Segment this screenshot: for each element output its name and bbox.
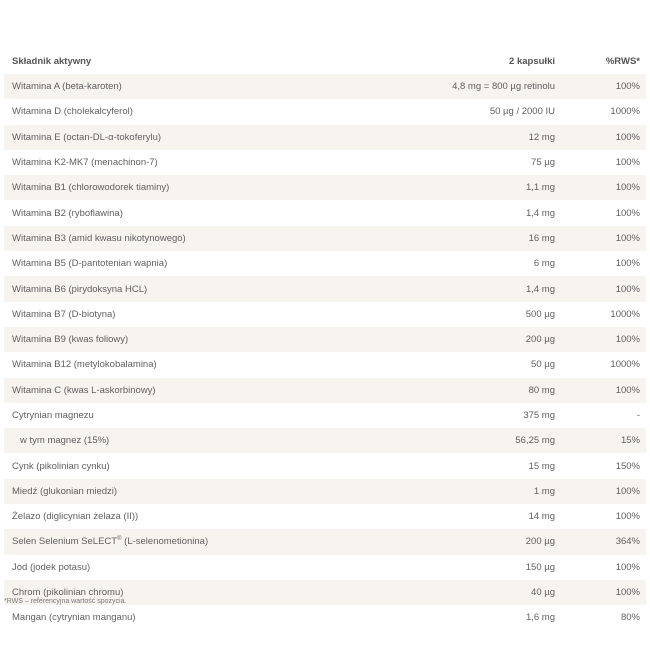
ingredient-rws: 364% xyxy=(559,529,646,554)
table-header xyxy=(4,48,646,74)
ingredient-name: Miedź (glukonian miedzi) xyxy=(4,479,416,504)
ingredient-rws: 100% xyxy=(559,125,646,150)
table-row xyxy=(4,504,646,529)
ingredient-rws: 100% xyxy=(559,378,646,403)
ingredient-dose: 375 mg xyxy=(416,403,559,428)
ingredient-dose: 50 µg / 2000 IU xyxy=(416,99,559,124)
nutrition-table-container xyxy=(4,48,646,631)
ingredient-dose: 200 µg xyxy=(416,529,559,554)
table-row xyxy=(4,276,646,301)
ingredient-dose: 16 mg xyxy=(416,226,559,251)
table-row xyxy=(4,453,646,478)
ingredient-name: Witamina C (kwas L-askorbinowy) xyxy=(4,378,416,403)
nutrition-table xyxy=(4,48,646,631)
ingredient-dose: 80 mg xyxy=(416,378,559,403)
ingredient-dose: 1,4 mg xyxy=(416,200,559,225)
ingredient-dose: 1,4 mg xyxy=(416,276,559,301)
ingredient-dose: 12 mg xyxy=(416,125,559,150)
ingredient-name: Witamina K2-MK7 (menachinon-7) xyxy=(4,150,416,175)
ingredient-name: w tym magnez (15%) xyxy=(4,428,416,453)
header-row xyxy=(4,48,646,74)
ingredient-rws: 100% xyxy=(559,200,646,225)
table-row xyxy=(4,479,646,504)
ingredient-name: Witamina B9 (kwas foliowy) xyxy=(4,327,416,352)
ingredient-dose: 40 µg xyxy=(416,580,559,605)
ingredient-rws: 100% xyxy=(559,504,646,529)
ingredient-name: Cytrynian magnezu xyxy=(4,403,416,428)
table-row xyxy=(4,175,646,200)
table-row xyxy=(4,125,646,150)
ingredient-rws: 100% xyxy=(559,150,646,175)
ingredient-rws: 1000% xyxy=(559,352,646,377)
ingredient-name-suffix: (L-selenometionina) xyxy=(121,536,209,548)
table-row xyxy=(4,226,646,251)
registered-mark: ® xyxy=(117,536,122,543)
ingredient-dose: 500 µg xyxy=(416,302,559,327)
ingredient-rws: - xyxy=(559,403,646,428)
ingredient-name: Jod (jodek potasu) xyxy=(4,555,416,580)
ingredient-dose: 6 mg xyxy=(416,251,559,276)
table-row xyxy=(4,327,646,352)
table-row xyxy=(4,605,646,630)
ingredient-name: Witamina B1 (chlorowodorek tiaminy) xyxy=(4,175,416,200)
ingredient-rws: 100% xyxy=(559,74,646,99)
ingredient-dose: 200 µg xyxy=(416,327,559,352)
ingredient-name: Mangan (cytrynian manganu) xyxy=(4,605,416,630)
ingredient-rws: 1000% xyxy=(559,302,646,327)
ingredient-name: Chrom (pikolinian chromu) xyxy=(4,580,416,605)
ingredient-name xyxy=(4,529,416,554)
table-row xyxy=(4,352,646,377)
table-row xyxy=(4,403,646,428)
ingredient-rws: 100% xyxy=(559,580,646,605)
ingredient-rws: 100% xyxy=(559,276,646,301)
table-row xyxy=(4,251,646,276)
ingredient-dose: 50 µg xyxy=(416,352,559,377)
ingredient-dose: 15 mg xyxy=(416,453,559,478)
header-ingredient: Składnik aktywny xyxy=(12,55,92,67)
table-row xyxy=(4,302,646,327)
ingredient-name: Witamina B12 (metylokobalamina) xyxy=(4,352,416,377)
ingredient-dose: 1,1 mg xyxy=(416,175,559,200)
ingredient-rws: 100% xyxy=(559,327,646,352)
ingredient-rws: 100% xyxy=(559,555,646,580)
table-row xyxy=(4,99,646,124)
ingredient-name: Witamina B2 (ryboflawina) xyxy=(4,200,416,225)
ingredient-name: Witamina B5 (D-pantotenian wapnia) xyxy=(4,251,416,276)
ingredient-rws: 1000% xyxy=(559,99,646,124)
ingredient-name: Witamina A (beta-karoten) xyxy=(4,74,416,99)
ingredient-dose: 1,6 mg xyxy=(416,605,559,630)
table-row xyxy=(4,529,646,554)
ingredient-name: Żelazo (diglicynian żelaza (II)) xyxy=(4,504,416,529)
ingredient-name: Cynk (pikolinian cynku) xyxy=(4,453,416,478)
ingredient-rws: 80% xyxy=(559,605,646,630)
ingredient-rws: 100% xyxy=(559,479,646,504)
table-row xyxy=(4,378,646,403)
ingredient-name-text: Selen Selenium SeLECT xyxy=(12,536,118,548)
ingredient-name: Witamina E (octan-DL-α-tokoferylu) xyxy=(4,125,416,150)
ingredient-name: Witamina B6 (pirydoksyna HCL) xyxy=(4,276,416,301)
table-row xyxy=(4,150,646,175)
ingredient-dose: 56,25 mg xyxy=(416,428,559,453)
table-row xyxy=(4,200,646,225)
table-row xyxy=(4,555,646,580)
table-body xyxy=(4,74,646,631)
ingredient-rws: 100% xyxy=(559,251,646,276)
ingredient-dose: 150 µg xyxy=(416,555,559,580)
ingredient-rws: 15% xyxy=(559,428,646,453)
table-row xyxy=(4,428,646,453)
ingredient-rws: 100% xyxy=(559,175,646,200)
ingredient-rws: 150% xyxy=(559,453,646,478)
ingredient-dose: 1 mg xyxy=(416,479,559,504)
ingredient-name: Witamina D (cholekalcyferol) xyxy=(4,99,416,124)
header-rws: %RWS* xyxy=(605,55,640,67)
ingredient-dose: 4,8 mg = 800 µg retinolu xyxy=(416,74,559,99)
ingredient-dose: 14 mg xyxy=(416,504,559,529)
table-row xyxy=(4,74,646,99)
ingredient-rws: 100% xyxy=(559,226,646,251)
footnote: *RWS – referencyjna wartość spożycia. xyxy=(4,598,127,605)
header-dose: 2 kapsułki xyxy=(509,55,555,67)
ingredient-dose: 75 µg xyxy=(416,150,559,175)
ingredient-name: Witamina B7 (D-biotyna) xyxy=(4,302,416,327)
ingredient-name: Witamina B3 (amid kwasu nikotynowego) xyxy=(4,226,416,251)
